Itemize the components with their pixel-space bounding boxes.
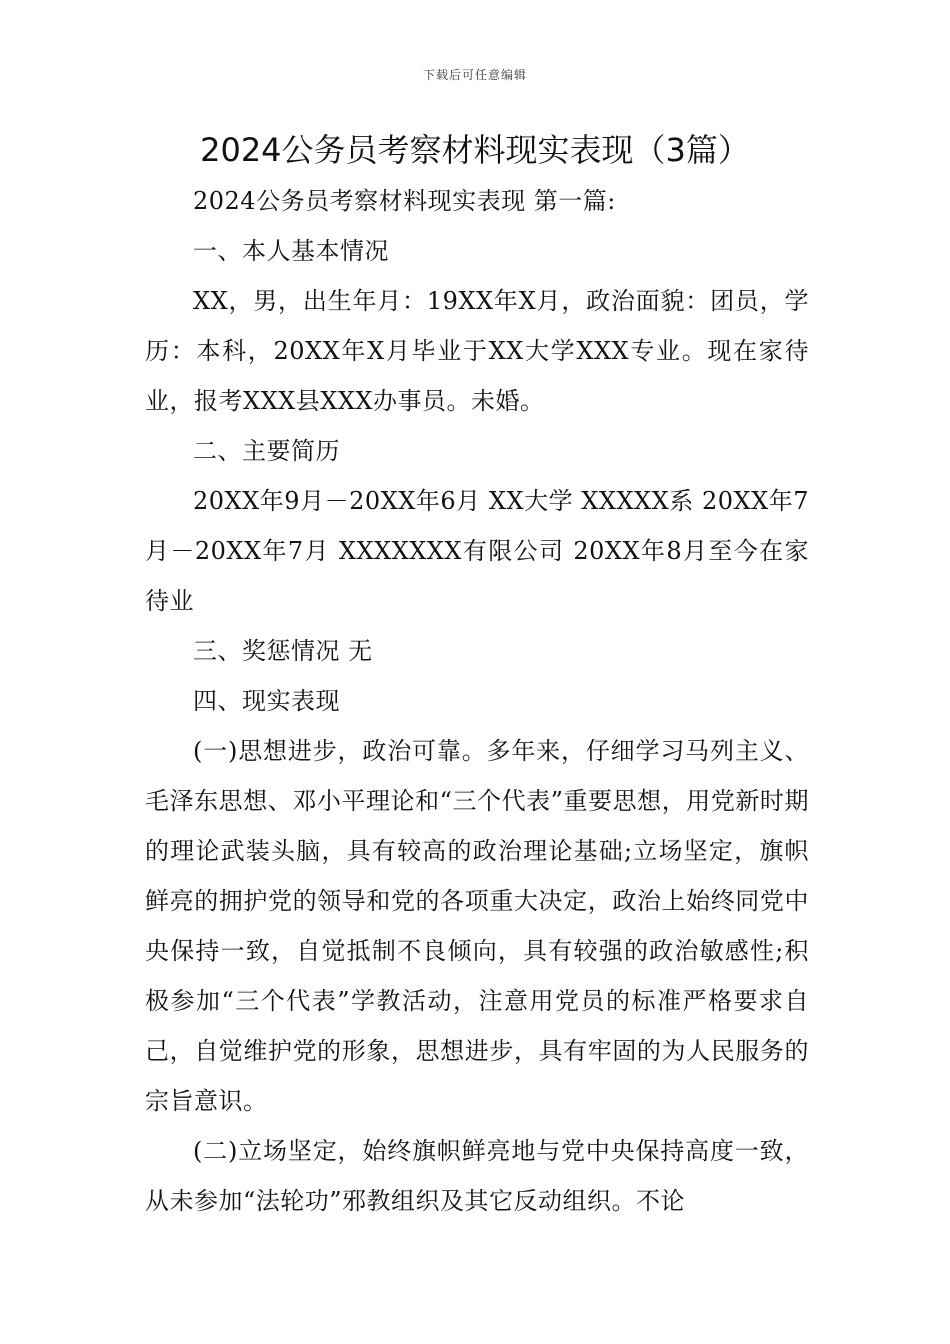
paragraph-resume: 20XX年9月－20XX年6月 XX大学 XXXXX系 20XX年7月－20XX年7月 XXXXXXX有限公司 20XX年8月至今在家待业 [145,487,809,615]
document-body [145,176,809,1226]
header-note: 下载后可任意编辑 [422,68,527,82]
document-title: 2024公务员考察材料现实表现（3篇） [200,131,750,169]
section-heading-resume: 二、主要简历 [193,437,340,465]
paragraph-performance-2: (二)立场坚定，始终旗帜鲜亮地与党中央保持高度一致，从未参加“法轮功”邪教组织及其它反动组织。不论 [145,1137,809,1215]
section-heading-performance: 四、现实表现 [193,687,340,715]
paragraph-performance-1: (一)思想进步，政治可靠。多年来，仔细学习马列主义、毛泽东思想、邓小平理论和“三个代表”重要思想，用党新时期的理论武装头脑，具有较高的政治理论基础;立场坚定，旗帜鲜亮的拥护党的领导和党的各项重大决定，政治上始终同党中央保持一致，自觉抵制不良倾向，具有较强的政治敏感性;积极参加“三个代表”学教活动，注意用党员的标准严格要求自己，自觉维护党的形象，思想进步，具有牢固的为人民服务的宗旨意识。 [145,737,809,1115]
paragraph-basic-info: XX，男，出生年月：19XX年X月，政治面貌：团员，学历：本科，20XX年X月毕业于XX大学XXX专业。现在家待业，报考XXX县XXX办事员。未婚。 [145,287,809,415]
section-heading-basic-info: 一、本人基本情况 [193,237,389,265]
section-heading-rewards: 三、奖惩情况 无 [193,637,373,665]
paragraph-subtitle: 2024公务员考察材料现实表现 第一篇: [193,187,616,215]
